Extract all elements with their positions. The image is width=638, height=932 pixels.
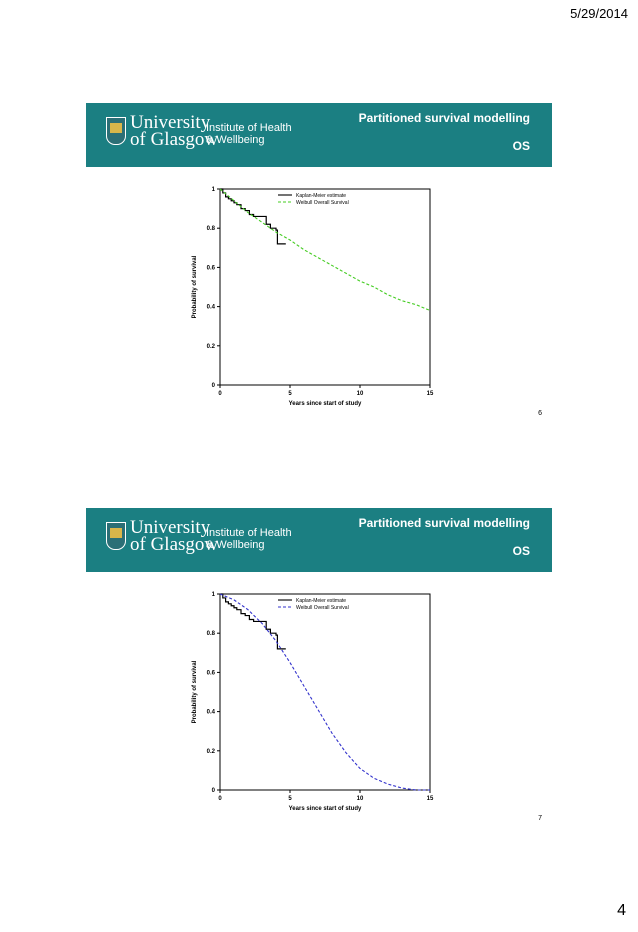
university-line1: University — [130, 517, 211, 538]
y-tick-label: 0.6 — [206, 265, 215, 272]
x-tick-label: 5 — [288, 796, 292, 802]
y-tick-label: 0 — [211, 383, 215, 389]
y-tick-label: 1 — [211, 592, 215, 598]
plot-frame — [220, 189, 430, 385]
slide-title: Partitioned survival modelling — [358, 516, 530, 530]
page-number: 4 — [617, 902, 626, 919]
x-axis-label: Years since start of study — [288, 401, 362, 407]
weibull-series-line — [220, 189, 430, 311]
legend-entry: Kaplan-Meier estimate — [296, 598, 347, 604]
y-tick-label: 0.4 — [206, 304, 215, 311]
y-tick-label: 0.8 — [206, 226, 215, 233]
km-series-line — [220, 594, 286, 649]
institute-name — [206, 527, 292, 551]
y-tick-label: 1 — [211, 187, 215, 193]
slide-number: 7 — [538, 815, 542, 822]
x-tick-label: 15 — [426, 796, 434, 802]
print-date: 5/29/2014 — [570, 6, 628, 21]
y-tick-label: 0.2 — [206, 343, 215, 350]
institute-line2: & Wellbeing — [206, 539, 265, 551]
y-tick-label: 0.2 — [206, 748, 215, 755]
y-tick-label: 0.4 — [206, 709, 215, 716]
y-axis-label: Probability of survival — [192, 660, 198, 724]
y-axis-label: Probability of survival — [192, 255, 198, 319]
university-line2: of Glasgow — [130, 534, 219, 555]
slide-subtitle: OS — [512, 544, 530, 558]
weibull-series-line — [220, 594, 430, 790]
slide-title: Partitioned survival modelling — [358, 111, 530, 125]
legend-entry: Weibull Overall Survival — [296, 605, 349, 611]
legend-entry: Weibull Overall Survival — [296, 200, 349, 206]
survival-chart — [186, 588, 446, 820]
institute-line1: Institute of Health — [206, 122, 292, 134]
institute-line2: & Wellbeing — [206, 134, 265, 146]
y-tick-label: 0.8 — [206, 631, 215, 638]
slide-banner — [86, 103, 552, 167]
x-tick-label: 0 — [218, 391, 222, 397]
slide-number: 6 — [538, 410, 542, 417]
slide-7 — [86, 508, 552, 826]
survival-chart — [186, 183, 446, 415]
plot-frame — [220, 594, 430, 790]
x-tick-label: 5 — [288, 391, 292, 397]
x-tick-label: 0 — [218, 796, 222, 802]
institute-name — [206, 122, 292, 146]
university-crest-icon — [106, 117, 126, 145]
x-tick-label: 10 — [356, 796, 364, 802]
slide-6 — [86, 103, 552, 421]
university-line2: of Glasgow — [130, 129, 219, 150]
slide-banner — [86, 508, 552, 572]
x-tick-label: 15 — [426, 391, 434, 397]
university-logo — [130, 114, 218, 148]
y-tick-label: 0 — [211, 788, 215, 794]
institute-line1: Institute of Health — [206, 527, 292, 539]
legend-entry: Kaplan-Meier estimate — [296, 193, 347, 199]
university-crest-icon — [106, 522, 126, 550]
university-line1: University — [130, 112, 211, 133]
university-logo — [130, 519, 218, 553]
slide-subtitle: OS — [512, 139, 530, 153]
y-tick-label: 0.6 — [206, 670, 215, 677]
x-axis-label: Years since start of study — [288, 806, 362, 812]
x-tick-label: 10 — [356, 391, 364, 397]
